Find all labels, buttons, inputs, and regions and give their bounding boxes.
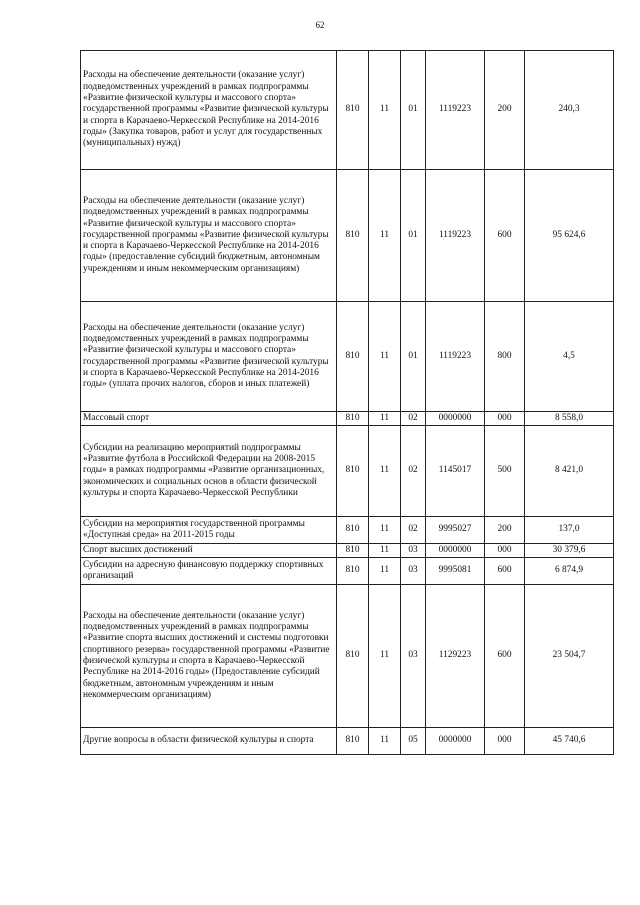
row-section: 11 bbox=[369, 517, 401, 544]
table-row bbox=[81, 51, 614, 170]
row-type: 600 bbox=[485, 558, 525, 585]
row-section: 11 bbox=[369, 558, 401, 585]
table-row bbox=[81, 558, 614, 585]
row-section: 11 bbox=[369, 51, 401, 170]
row-section: 11 bbox=[369, 412, 401, 426]
table-row bbox=[81, 170, 614, 302]
row-ministry: 810 bbox=[337, 728, 369, 755]
row-subsection: 01 bbox=[401, 51, 426, 170]
row-target: 1119223 bbox=[426, 170, 485, 302]
row-type: 600 bbox=[485, 585, 525, 728]
row-type: 500 bbox=[485, 426, 525, 517]
budget-table bbox=[80, 50, 614, 755]
row-section: 11 bbox=[369, 728, 401, 755]
row-ministry: 810 bbox=[337, 517, 369, 544]
table-row bbox=[81, 728, 614, 755]
row-sum: 6 874,9 bbox=[525, 558, 614, 585]
row-subsection: 01 bbox=[401, 170, 426, 302]
row-type: 600 bbox=[485, 170, 525, 302]
row-type: 000 bbox=[485, 728, 525, 755]
row-section: 11 bbox=[369, 170, 401, 302]
row-name: Массовый спорт bbox=[81, 412, 337, 426]
row-type: 000 bbox=[485, 412, 525, 426]
row-subsection: 03 bbox=[401, 544, 426, 558]
table-row bbox=[81, 412, 614, 426]
row-target: 1119223 bbox=[426, 51, 485, 170]
row-subsection: 02 bbox=[401, 517, 426, 544]
row-name: Субсидии на мероприятия государственной программы «Доступная среда» на 2011-2015 годы bbox=[81, 517, 337, 544]
row-subsection: 03 bbox=[401, 558, 426, 585]
row-ministry: 810 bbox=[337, 544, 369, 558]
row-name: Расходы на обеспечение деятельности (оказание услуг) подведомственных учреждений в рамках подпрограммы «Развитие физической культуры и массового спорта» государственной программы «Развитие физической культуры и спорта в Карачаево-Черкесской Республике на 2014-2016 годы» (предоставление субсидий бюджетным, автономным учреждениям и иным некоммерческим организациям) bbox=[81, 170, 337, 302]
row-name: Субсидии на реализацию мероприятий подпрограммы «Развитие футбола в Российской Федерации на 2008-2015 годы» в рамках подпрограммы «Развитие организационных, экономических и социальных основ в области физической культуры и спорта Карачаево-Черкесской Республики bbox=[81, 426, 337, 517]
row-target: 0000000 bbox=[426, 728, 485, 755]
row-name: Расходы на обеспечение деятельности (оказание услуг) подведомственных учреждений в рамках подпрограммы «Развитие физической культуры и массового спорта» государственной программы «Развитие физической культуры и спорта в Карачаево-Черкесской Республике на 2014-2016 годы» (Закупка товаров, работ и услуг для государственных (муниципальных) нужд) bbox=[81, 51, 337, 170]
row-sum: 8 421,0 bbox=[525, 426, 614, 517]
row-section: 11 bbox=[369, 302, 401, 412]
row-section: 11 bbox=[369, 544, 401, 558]
row-type: 200 bbox=[485, 517, 525, 544]
row-subsection: 01 bbox=[401, 302, 426, 412]
row-name: Спорт высших достижений bbox=[81, 544, 337, 558]
row-type: 000 bbox=[485, 544, 525, 558]
row-name: Субсидии на адресную финансовую поддержку спортивных организаций bbox=[81, 558, 337, 585]
row-subsection: 02 bbox=[401, 412, 426, 426]
row-name: Расходы на обеспечение деятельности (оказание услуг) подведомственных учреждений в рамках подпрограммы «Развитие спорта высших достижений и системы подготовки спортивного резерва» государственной программы «Развитие физической культуры и спорта в Карачаево-Черкесской Республике на 2014-2016 годы» (Предоставление субсидий бюджетным, автономным учреждениям и иным некоммерческим организациям) bbox=[81, 585, 337, 728]
row-section: 11 bbox=[369, 585, 401, 728]
row-sum: 23 504,7 bbox=[525, 585, 614, 728]
row-type: 200 bbox=[485, 51, 525, 170]
row-sum: 30 379,6 bbox=[525, 544, 614, 558]
row-sum: 137,0 bbox=[525, 517, 614, 544]
row-sum: 45 740,6 bbox=[525, 728, 614, 755]
row-ministry: 810 bbox=[337, 558, 369, 585]
row-name: Расходы на обеспечение деятельности (оказание услуг) подведомственных учреждений в рамках подпрограммы «Развитие физической культуры и массового спорта» государственной программы «Развитие физической культуры и спорта в Карачаево-Черкесской Республике на 2014-2016 годы» (уплата прочих налогов, сборов и иных платежей) bbox=[81, 302, 337, 412]
row-sum: 240,3 bbox=[525, 51, 614, 170]
row-target: 9995027 bbox=[426, 517, 485, 544]
row-ministry: 810 bbox=[337, 412, 369, 426]
row-target: 1145017 bbox=[426, 426, 485, 517]
row-target: 0000000 bbox=[426, 544, 485, 558]
row-ministry: 810 bbox=[337, 302, 369, 412]
table-row bbox=[81, 585, 614, 728]
table-row bbox=[81, 302, 614, 412]
row-subsection: 05 bbox=[401, 728, 426, 755]
row-target: 0000000 bbox=[426, 412, 485, 426]
page-number: 62 bbox=[315, 20, 325, 30]
row-target: 1129223 bbox=[426, 585, 485, 728]
row-ministry: 810 bbox=[337, 426, 369, 517]
row-subsection: 03 bbox=[401, 585, 426, 728]
row-subsection: 02 bbox=[401, 426, 426, 517]
row-ministry: 810 bbox=[337, 170, 369, 302]
table-row bbox=[81, 544, 614, 558]
table-row bbox=[81, 426, 614, 517]
table-row bbox=[81, 517, 614, 544]
row-section: 11 bbox=[369, 426, 401, 517]
row-sum: 95 624,6 bbox=[525, 170, 614, 302]
row-name: Другие вопросы в области физической культуры и спорта bbox=[81, 728, 337, 755]
row-target: 9995081 bbox=[426, 558, 485, 585]
row-ministry: 810 bbox=[337, 585, 369, 728]
row-sum: 4,5 bbox=[525, 302, 614, 412]
row-type: 800 bbox=[485, 302, 525, 412]
row-target: 1119223 bbox=[426, 302, 485, 412]
row-ministry: 810 bbox=[337, 51, 369, 170]
row-sum: 8 558,0 bbox=[525, 412, 614, 426]
